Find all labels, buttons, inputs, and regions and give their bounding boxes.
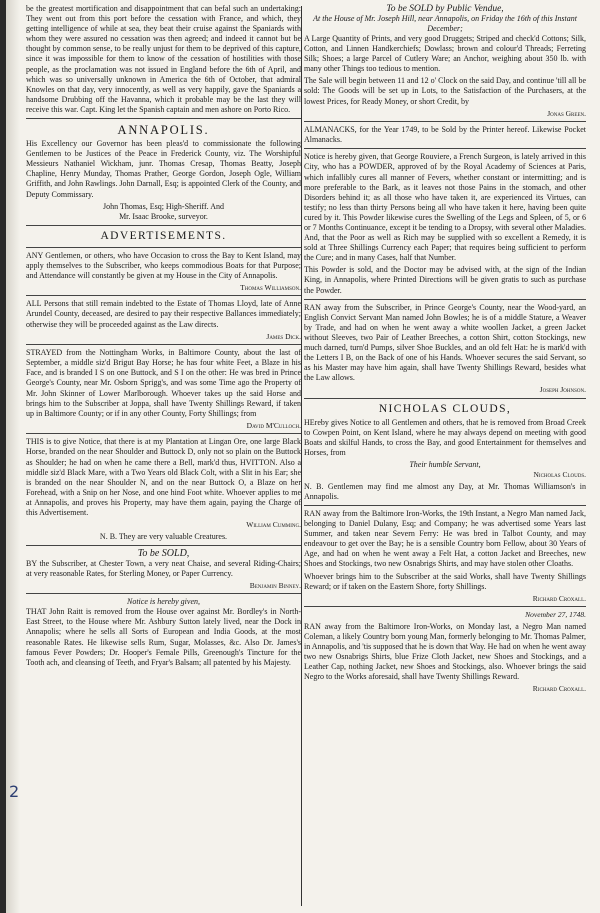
left-column (26, 4, 301, 909)
dateline: November 27, 1748. (525, 610, 586, 620)
nicholas-clouds-paragraph: HEreby gives Notice to all Gentlemen and others, that he is removed from Broad Creek to Cowpen Point, on Kent Island, where he may always depend on meeting with good Boats and skilful Hands, to cross the Bay, and good Entertainment for themselves and Horses, from (304, 417, 586, 458)
column-rule (301, 6, 302, 906)
sold-chaise-paragraph: BY the Subscriber, at Chester Town, a very neat Chaise, and several Riding-Chairs; at very reasonable Rates, for Sterling Money, or Paper Currency. (26, 558, 301, 578)
almanack-notice: ALMANACKS, for the Year 1749, to be Sold by the Printer hereof. Likewise Pocket Almanacks. (304, 125, 586, 145)
powder-paragraph-2: This Powder is sold, and the Doctor may be advised with, at the sign of the Indian King, in Annapolis, where Printed Directions will be given gratis to such as purchase the Powder. (304, 265, 586, 295)
page-gutter-shadow (6, 0, 20, 913)
ad-boats-paragraph: ANY Gentlemen, or others, who have Occasion to cross the Bay to Kent Island, may apply themselves to the Subscriber, who keeps commodious Boats for that Purpose; and Attendance will constantly be given at my House in the City of Annapolis. (26, 250, 301, 280)
divider (304, 299, 586, 300)
lead-paragraph: be the greatest mortification and disappointment that can befal such an undertaking: They went out from this port before the cessation with France, and which, they getting intelligence of while at sea, they beat their cruise against the Spaniards with whom they were assured no cessation was then agreed; and indeed it cannot but be thought by common sense, to be really unjust for them to be deprived of this capture, since it was impossible for them to know of the cessation of hostilities with those people, as the proclamation was not issued in England before the 6th of April, and which was so universally unknown in America the 6th of October, that admiral Knowles on that day, very innocently, as well as very happily, gave the Spaniards a handsome Drubbing off the Havanna, which it probable may be the last they will receive this war. Capt. King let the Spanish captain and men ashore on Porto Rico. (26, 4, 301, 114)
nicholas-clouds-heading: NICHOLAS CLOUDS, (378, 402, 512, 415)
divider (304, 606, 586, 607)
divider (304, 121, 586, 122)
annapolis-paragraph: His Excellency our Governor has been pleas'd to commissionate the following Gentlemen to be Justices of the Peace in Frederick County, viz. The Worshipful Messieurs Nathaniel Wickham, junr. Thomas Cresap, Thomas Beatty, Joseph Chapline, Henry Munday, Thomas Prather, George Gordon, Joseph Ogle, William Griffith, and John Rawlings. John Darnall, Esq; is appointed Clerk of the County, and Deputy Commissary. (26, 139, 301, 199)
ad-boats-signature: Thomas Williamson. (240, 282, 301, 292)
advertisements-heading: ADVERTISEMENTS. (100, 229, 227, 242)
vendue-paragraph-2: The Sale will begin between 11 and 12 o' Clock on the said Day, and continue 'till all be sold: The Goods will be set up in Lots, to the Satisfaction of the Purchasers, at the lowest Prices, for Ready Money, or short Credit, by (304, 76, 586, 106)
notice-raitt-paragraph: THAT John Raitt is removed from the House over against Mr. Bordley's in North-East Street, to the House where Mr. Ashbury Sutton lately lived, near the Dock in Annapolis; where he sells all Sorts of European and India Goods, at the most reasonable Rates. He likewise sells Rum, Sugar, Molasses, &c. Also Dr. James's famous Fever Powders; Dr. Hooper's Female Pills, Greenough's Tincture for the Tooth ach, and cleansing of Teeth, and Fryar's Balsam; all patented by his Majesty. (26, 607, 301, 667)
vendue-subheading: At the House of Mr. Joseph Hill, near Annapolis, on Friday the 16th of this Instant December; (313, 14, 577, 33)
nicholas-clouds-valediction: Their humble Servant, (409, 460, 481, 470)
runaway-jack-paragraph: RAN away from the Baltimore Iron-Works, the 19th Instant, a Negro Man named Jack, belonging to Daniel Dulany, Esq; and Company; he was advertised some Years last Summer, and taken near Severn Ferry: He was bred in Talbot County, and may endeavour to get over the Bay; he is a sensible Country born Fellow, about 30 Years of Age, and had on when he went away a Felt Hat, a cotton Jacket and Breeches, new Shoes and Stockings, two new Osnabrigs Shirts, and may have stolen other Cloaths. (304, 508, 586, 569)
right-column (304, 4, 586, 909)
ad-estate-signature: James Dick. (266, 331, 301, 341)
runaway-convict-paragraph: RAN away from the Subscriber, in Prince George's County, near the Wood-yard, an English Convict Servant Man named John Bowles; he is of a middle Stature, a Weaver by Trade, and had on when he went away a white woollen Jacket, a green Jacket without Sleeves, two Pair of Leather Breeches, a cotton Shirt, cotton Stockings, new much darned, turn'd Pumps, silver Shoe Buckles, and an old felt Hat: he is mark'd with the Letters I B, on the Back of one of his Hands. Whoever secures the said Servant, so as his Master may have him again, shall have Twenty Shillings Reward, besides what the Law allows. (304, 302, 586, 383)
runaway-coleman-paragraph: RAN away from the Baltimore Iron-Works, on Monday last, a Negro Man named Coleman, a likely Country born young Man, formerly belonging to Mr. Thomas Palmer, in Annapolis, and 'tis supposed that he is down that Way. He had on when he went away two new Osnabrigs Shirts, blue Frize Cloth Jacket, new Shoes and Stockings, and a Leather Cap, nothing Jacket, new Shoes and Stockings, also. Whoever brings the said Negro to the Works aforesaid, shall have Twenty Shillings Reward. (304, 621, 586, 682)
divider (26, 545, 301, 546)
runaway-convict-signature: Joseph Johnson. (539, 385, 586, 395)
ad-plantation-nb: N. B. They are very valuable Creatures. (99, 531, 228, 541)
divider (304, 148, 586, 149)
divider (26, 593, 301, 594)
divider (26, 118, 301, 119)
divider (26, 344, 301, 345)
vendue-signature: Jonas Green. (547, 108, 586, 118)
nicholas-clouds-signature: Nicholas Clouds. (533, 470, 586, 480)
ad-plantation-signature: William Cumming. (246, 520, 301, 530)
ad-plantation-paragraph: THIS is to give Notice, that there is at my Plantation at Lingan Ore, one large Black Horse, branded on the near Shoulder and Buttock D, only not so plain on the Buttock as Shoulder; he had on when he came there a Bell, mark'd thus, HVITTON. Also a middle siz'd Black Mare, with a Two Years old Black Colt, with a Slit in his Ear; she is branded on the near Shoulder N, and on the near Buttock O, a Blaze on her Forehead, with a Snip on her Nose, and one hind Foot white. Whoever applies to me at Annapolis, and proves his Property, may have them again, paying the Charge of this Advertisement. (26, 437, 301, 517)
ad-estate-paragraph: ALL Persons that still remain indebted to the Estate of Thomas Lloyd, late of Anne Arundel County, deceased, are desired to pay their respective Ballances immediately; otherwise they will be proceeded against as the Law directs. (26, 299, 301, 329)
divider (304, 398, 586, 399)
runaway-jack-signature: Richard Croxall. (532, 593, 586, 603)
powder-paragraph: Notice is hereby given, that George Rouviere, a French Surgeon, is lately arrived in this City, who has a POWDER, approved of by the Royal Academy of Sciences at Paris, which infallibly cures all manner of Fevers, whether constant or intermitting; and is more preferable to the Bark, as it leaves not those Pains in the stomach, and other Disorders behind it; as all those who have taken it, are experienced its Virtues, can testify; no less than thirty Persons being all who have taken it here, having been quite cured by it. This Powder likewise cures the Swelling of the Legs and Spleen, of 5, or 6 or 7 Months Continuance, except it be tending to a Dropsy, with several other Maladies. And, that the Poor as well as Rich may be supplied with so excellent a Remedy, it is sold at Three Shillings Currency each Paper; that requires being sufficient to perform the Cure; and in many Cases, half that Number. (304, 152, 586, 263)
ad-strayed-signature: David M'Culloch. (246, 420, 301, 430)
divider (26, 433, 301, 434)
vendue-paragraph: A Large Quantity of Prints, and very good Druggets; Striped and check'd Cottons; Silk, Cotton, and Linnen Handkerchiefs; Dowlass; brown and colour'd Threads; Ferreting Silk; Shoes; a large Parcel of Cutlery Ware; an Anchor, weighing about 350 lb. with many other Things too tedious to mention. (304, 34, 586, 74)
vendue-heading: To be SOLD by Public Vendue, (386, 4, 504, 14)
annapolis-sheriff: John Thomas, Esq; High-Sheriff. And (102, 201, 225, 211)
annapolis-heading: ANNAPOLIS. (117, 123, 210, 138)
to-be-sold-heading: To be SOLD, (137, 547, 190, 559)
divider (26, 247, 301, 248)
ad-strayed-paragraph: STRAYED from the Nottingham Works, in Baltimore County, about the last of September, a middle siz'd Brigut Bay Horse; he has four white Feet, a Blaze in his Face, and is branded I S on one Buttock, and S I on the other: He was bred in Prince George's County, near Mr. Osborn Sprigg's, and was some Time ago the Property of Mr. John Skinner of Lower Marlborough. Whoever takes up the said Horse and brings him to the Subscriber at Joppa, shall have Twenty Shillings Reward, if taken up in Baltimore County; or if in any other County, Forty Shillings; from (26, 348, 301, 418)
divider (304, 505, 586, 506)
sold-chaise-signature: Benjamin Binney. (249, 580, 301, 590)
notice-heading: Notice is hereby given, (126, 597, 200, 607)
runaway-jack-paragraph-2: Whoever brings him to the Subscriber at the said Works, shall have Twenty Shillings Reward; or if taken on the Eastern Shore, forty Shillings. (304, 571, 586, 591)
runaway-coleman-signature: Richard Croxall. (532, 684, 586, 694)
annapolis-surveyor: Mr. Isaac Brooke, surveyor. (119, 211, 208, 221)
divider (26, 225, 301, 226)
nicholas-clouds-nb: N. B. Gentlemen may find me almost any Day, at Mr. Thomas Williamson's in Annapolis. (304, 481, 586, 501)
handwritten-margin-mark: 2 (9, 782, 20, 801)
divider (26, 295, 301, 296)
